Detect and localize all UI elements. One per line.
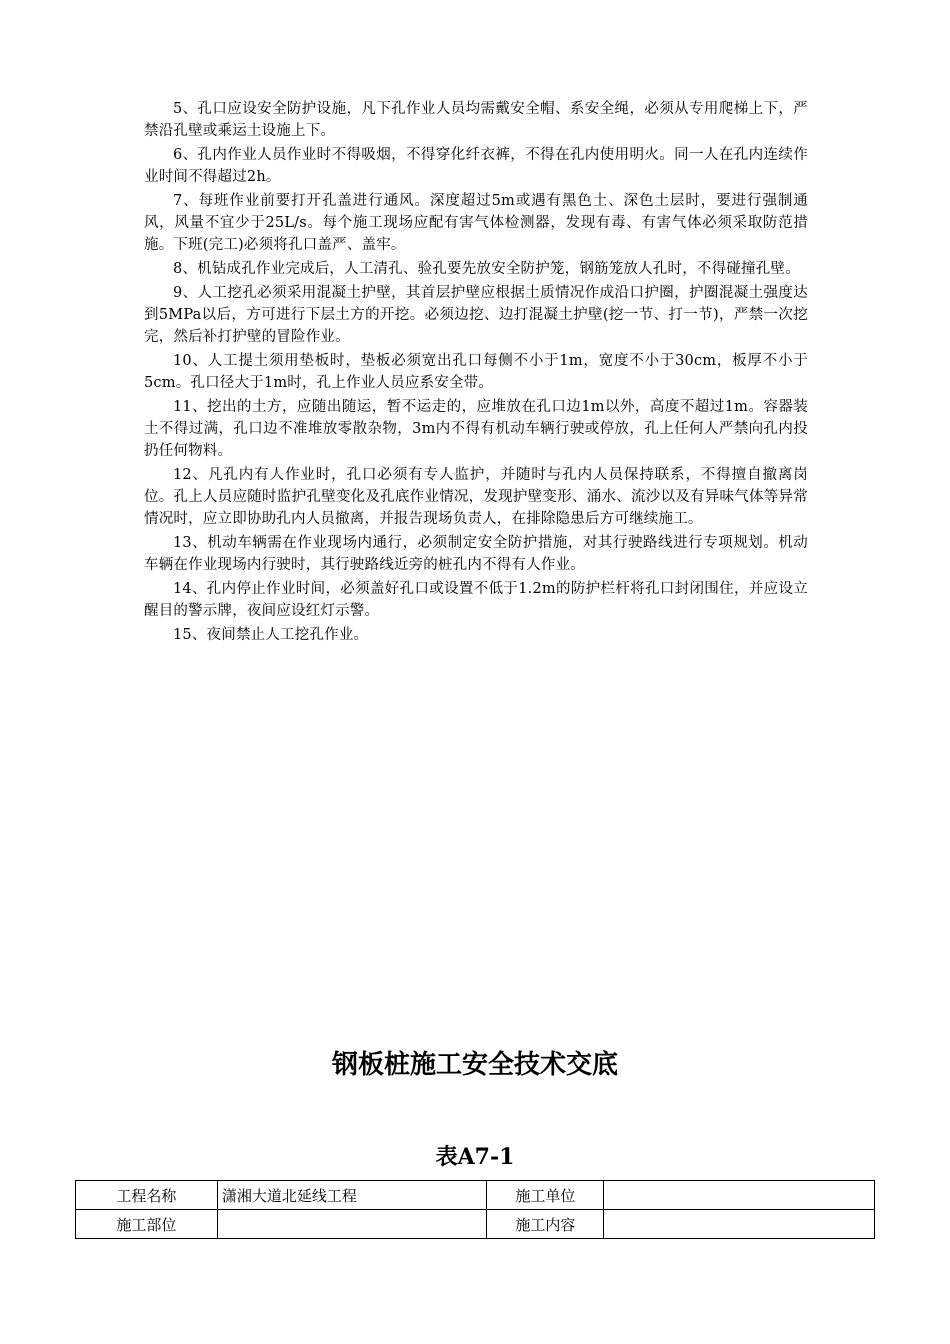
project-name-label: 工程名称	[76, 1181, 218, 1210]
rule-paragraph: 12、凡孔内有人作业时，孔口必须有专人监护，并随时与孔内人员保持联系，不得擅自撤离岗位。孔上人员应随时监护孔壁变化及孔底作业情况，发现护壁变形、涌水、流沙以及有异味气体等异常情况时，应立即协助孔内人员撤离，并报告现场负责人，在排除隐患后方可继续施工。	[144, 467, 808, 527]
table-number: 表A7-1	[435, 1144, 515, 1170]
rule-paragraph: 15、夜间禁止人工挖孔作业。	[173, 627, 369, 643]
project-info-table	[75, 1180, 875, 1239]
rule-paragraph: 11、挖出的土方，应随出随运，暂不运走的，应堆放在孔口边1m以外，高度不超过1m。容器装土不得过满，孔口边不准堆放零散杂物，3m内不得有机动车辆行驶或停放，孔上任何人严禁向孔内投扔任何物料。	[144, 399, 808, 459]
rule-paragraph: 14、孔内停止作业时间，必须盖好孔口或设置不低于1.2m的防护栏杆将孔口封闭围住，并应设立醒目的警示牌，夜间应设红灯示警。	[144, 581, 808, 619]
construction-location-label: 施工部位	[76, 1210, 218, 1239]
project-name-value: 潇湘大道北延线工程	[217, 1181, 487, 1210]
construction-content-label: 施工内容	[487, 1210, 604, 1239]
construction-unit-value	[604, 1181, 875, 1210]
rule-paragraph: 8、机钻成孔作业完成后，人工清孔、验孔要先放安全防护笼，钢筋笼放人孔时，不得碰撞孔壁。	[173, 261, 800, 277]
rule-paragraph: 5、孔口应设安全防护设施，凡下孔作业人员均需戴安全帽、系安全绳，必须从专用爬梯上下，严禁沿孔壁或乘运土设施上下。	[144, 101, 808, 139]
rule-paragraph: 10、人工提土须用垫板时，垫板必须宽出孔口每侧不小于1m，宽度不小于30cm，板厚不小于5cm。孔口径大于1m时，孔上作业人员应系安全带。	[144, 353, 808, 391]
construction-location-value	[217, 1210, 487, 1239]
construction-content-value	[604, 1210, 875, 1239]
rule-paragraph: 13、机动车辆需在作业现场内通行，必须制定安全防护措施，对其行驶路线进行专项规划。机动车辆在作业现场内行驶时，其行驶路线近旁的桩孔内不得有人作业。	[144, 535, 808, 573]
document-title: 钢板桩施工安全技术交底	[331, 1050, 618, 1080]
rule-paragraph: 7、每班作业前要打开孔盖进行通风。深度超过5m或遇有黑色土、深色土层时，要进行强制通风，风量不宜少于25L/s。每个施工现场应配有害气体检测器，发现有毒、有害气体必须采取防范措施。下班(完工)必须将孔口盖严、盖牢。	[144, 193, 808, 253]
safety-rules-body	[144, 98, 808, 648]
rule-paragraph: 6、孔内作业人员作业时不得吸烟，不得穿化纤衣裤，不得在孔内使用明火。同一人在孔内连续作业时间不得超过2h。	[144, 147, 808, 185]
rule-paragraph: 9、人工挖孔必须采用混凝土护壁，其首层护壁应根据土质情况作成沿口护圈，护圈混凝土强度达到5MPa以后，方可进行下层土方的开挖。必须边挖、边打混凝土护壁(挖一节、打一节)，严禁一次挖完，然后补打护壁的冒险作业。	[144, 285, 808, 345]
table-row	[76, 1181, 875, 1210]
construction-unit-label: 施工单位	[487, 1181, 604, 1210]
table-row	[76, 1210, 875, 1239]
